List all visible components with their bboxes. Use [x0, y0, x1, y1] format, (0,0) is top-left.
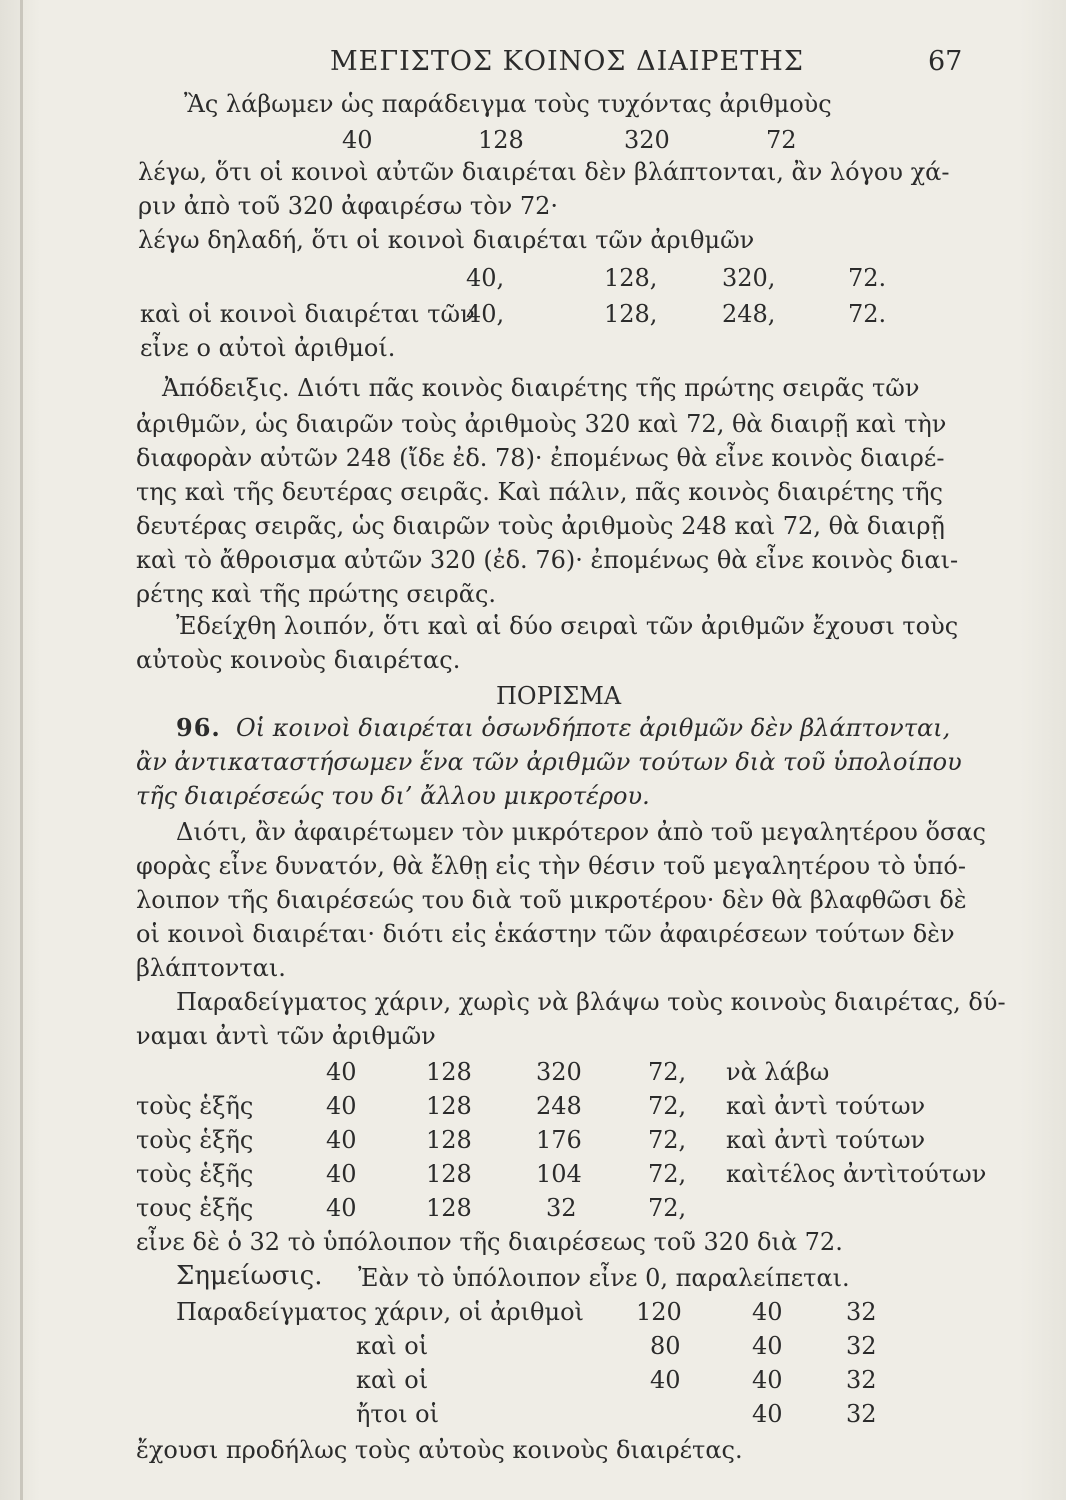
example-value: 248	[536, 1092, 582, 1120]
intro-line-3: ριν ἀπὸ τοῦ 320 ἀφαιρέσω τὸν 72·	[138, 192, 559, 220]
example-row	[0, 1160, 1066, 1188]
example-note: καὶ ἀντὶ τούτων	[726, 1092, 926, 1120]
note-text: Ἐὰν τὸ ὑπόλοιπον εἶνε 0, παραλείπεται.	[358, 1264, 850, 1292]
series-value: 40,	[466, 300, 505, 328]
intro-series-2	[0, 300, 1066, 328]
note-value: 40	[650, 1366, 681, 1394]
porisma-reason-line: φορὰς εἶνε δυνατόν, θὰ ἔλθῃ εἰς τὴν θέσιν τοῦ μεγαλητέρου τὸ ὑπό-	[136, 852, 966, 880]
example-value: 72,	[648, 1092, 687, 1120]
example-row	[0, 1092, 1066, 1120]
example-row-label: τοὺς ἑξῆς	[136, 1126, 254, 1154]
note-row-label: καὶ οἱ	[356, 1332, 429, 1360]
series-value: 72.	[848, 300, 887, 328]
intro-line-5: εἶνε ο αὐτοὶ ἀριθμοί.	[140, 334, 396, 362]
intro-series-2-label: καὶ οἱ κοινοὶ διαιρέται τῶν	[140, 300, 475, 328]
intro-line-2: λέγω, ὅτι οἱ κοινοὶ αὐτῶν διαιρέται δὲν βλάπτονται, ἂν λόγου χά-	[138, 158, 950, 186]
intro-series-1	[0, 264, 1066, 292]
proof-line: καὶ τὸ ἄθροισμα αὐτῶν 320 (ἐδ. 76)· ἐπομένως θὰ εἶνε κοινὸς διαι-	[136, 546, 959, 574]
proof-line: Ἐδείχθη λοιπόν, ὅτι καὶ αἱ δύο σειραὶ τῶν ἀριθμῶν ἔχουσι τοὺς	[176, 612, 959, 640]
note-row-label: Παραδείγματος χάριν, οἱ ἀριθμοὶ	[176, 1298, 584, 1326]
intro-number: 320	[624, 126, 670, 154]
example-value: 128	[426, 1058, 472, 1086]
example-value: 72,	[648, 1194, 687, 1222]
proof-line: αὐτοὺς κοινοὺς διαιρέτας.	[136, 646, 461, 674]
intro-number: 72	[766, 126, 797, 154]
intro-line-1: Ἂς λάβωμεν ὡς παράδειγμα τοὺς τυχόντας ἀριθμοὺς	[184, 90, 832, 118]
example-value: 40	[326, 1092, 357, 1120]
example-value: 40	[326, 1194, 357, 1222]
porisma-reason-line: βλάπτονται.	[136, 954, 286, 982]
example-value: 128	[426, 1160, 472, 1188]
note-row	[0, 1366, 1066, 1394]
example-row	[0, 1194, 1066, 1222]
porisma-reason-line: οἱ κοινοὶ διαιρέται· διότι εἰς ἑκάστην τῶν ἀφαιρέσεων τούτων δὲν	[136, 920, 955, 948]
example-value: 176	[536, 1126, 582, 1154]
example-row-label: τοὺς ἑξῆς	[136, 1160, 254, 1188]
note-value: 40	[752, 1400, 783, 1428]
intro-line-4: λέγω δηλαδή, ὅτι οἱ κοινοὶ διαιρέται τῶν ἀριθμῶν	[138, 226, 755, 254]
example-value: 128	[426, 1092, 472, 1120]
proof-line: ἀριθμῶν, ὡς διαιρῶν τοὺς ἀριθμοὺς 320 καὶ 72, θὰ διαιρῇ καὶ τὴν	[136, 410, 947, 438]
series-value: 40,	[466, 264, 505, 292]
intro-number: 128	[478, 126, 524, 154]
example-value: 128	[426, 1194, 472, 1222]
porisma-heading: ΠΟΡΙΣΜΑ	[496, 682, 622, 710]
note-row-label: ἤτοι οἱ	[356, 1400, 440, 1428]
proof-line: ρέτης καὶ τῆς πρώτης σειρᾶς.	[136, 580, 497, 608]
example-row	[0, 1058, 1066, 1086]
note-title: Σημείωσις.	[176, 1261, 323, 1291]
example-value: 32	[546, 1194, 577, 1222]
example-value: 72,	[648, 1126, 687, 1154]
page-number: 67	[928, 46, 963, 77]
series-value: 128,	[604, 300, 658, 328]
porisma-reason-line: Διότι, ἂν ἀφαιρέτωμεν τὸν μικρότερον ἀπὸ τοῦ μεγαλητέρου ὅσας	[176, 818, 986, 846]
note-value: 40	[752, 1366, 783, 1394]
example-value: 40	[326, 1058, 357, 1086]
series-value: 320,	[722, 264, 776, 292]
example-intro-line: Παραδείγματος χάριν, χωρὶς νὰ βλάψω τοὺς κοινοὺς διαιρέτας, δύ-	[176, 988, 1006, 1016]
example-row-label: τους ἑξῆς	[136, 1194, 254, 1222]
example-value: 104	[536, 1160, 582, 1188]
porisma-reason-line: λοιπον τῆς διαιρέσεώς του διὰ τοῦ μικροτέρου· δὲν θὰ βλαφθῶσι δὲ	[136, 886, 967, 914]
note-row	[0, 1332, 1066, 1360]
example-row-label: τοὺς ἑξῆς	[136, 1092, 254, 1120]
example-value: 40	[326, 1126, 357, 1154]
porisma-statement-line: Οἱ κοινοὶ διαιρέται ὁσωνδήποτε ἀριθμῶν δὲν βλάπτονται,	[236, 714, 951, 742]
note-value: 40	[752, 1332, 783, 1360]
series-value: 128,	[604, 264, 658, 292]
running-title: ΜΕΓΙΣΤΟΣ ΚΟΙΝΟΣ ΔΙΑΙΡΕΤΗΣ	[330, 46, 804, 77]
note-value: 40	[752, 1298, 783, 1326]
note-closing: ἔχουσι προδήλως τοὺς αὐτοὺς κοινοὺς διαιρέτας.	[136, 1436, 743, 1464]
example-value: 128	[426, 1126, 472, 1154]
example-intro-line: ναμαι ἀντὶ τῶν ἀριθμῶν	[136, 1022, 436, 1050]
porisma-statement-line: ἂν ἀντικαταστήσωμεν ἕνα τῶν ἀριθμῶν τούτων διὰ τοῦ ὑπολοίπου	[136, 748, 962, 776]
note-value: 32	[846, 1298, 877, 1326]
proof-line: της καὶ τῆς δευτέρας σειρᾶς. Καὶ πάλιν, πᾶς κοινὸς διαιρέτης τῆς	[136, 478, 943, 506]
section-number: 96.	[176, 713, 221, 742]
note-row-label: καὶ οἱ	[356, 1366, 429, 1394]
note-value: 32	[846, 1332, 877, 1360]
note-row	[0, 1400, 1066, 1428]
proof-line: διαφορὰν αὐτῶν 248 (ἴδε ἐδ. 78)· ἐπομένως θὰ εἶνε κοινὸς διαιρέ-	[136, 444, 945, 472]
example-value: 72,	[648, 1058, 687, 1086]
note-row	[0, 1298, 1066, 1326]
note-value: 32	[846, 1400, 877, 1428]
example-note: νὰ λάβω	[726, 1058, 830, 1086]
example-value: 320	[536, 1058, 582, 1086]
example-note: καὶτέλος ἀντὶτούτων	[726, 1160, 987, 1188]
intro-number: 40	[342, 126, 373, 154]
proof-line: Ἀπόδειξις. Διότι πᾶς κοινὸς διαιρέτης τῆς πρώτης σειρᾶς τῶν	[162, 374, 920, 402]
example-value: 72,	[648, 1160, 687, 1188]
intro-number-row	[0, 126, 1066, 154]
example-value: 40	[326, 1160, 357, 1188]
example-row	[0, 1126, 1066, 1154]
porisma-statement-line: τῆς διαιρέσεώς του δι’ ἄλλου μικροτέρου.	[136, 782, 650, 810]
series-value: 72.	[848, 264, 887, 292]
proof-line: δευτέρας σειρᾶς, ὡς διαιρῶν τοὺς ἀριθμοὺς 248 καὶ 72, θὰ διαιρῇ	[136, 512, 945, 540]
series-value: 248,	[722, 300, 776, 328]
example-conclusion: εἶνε δὲ ὁ 32 τὸ ὑπόλοιπον τῆς διαιρέσεως τοῦ 320 διὰ 72.	[136, 1228, 843, 1256]
note-value: 120	[636, 1298, 682, 1326]
note-value: 32	[846, 1366, 877, 1394]
note-value: 80	[650, 1332, 681, 1360]
example-note: καὶ ἀντὶ τούτων	[726, 1126, 926, 1154]
